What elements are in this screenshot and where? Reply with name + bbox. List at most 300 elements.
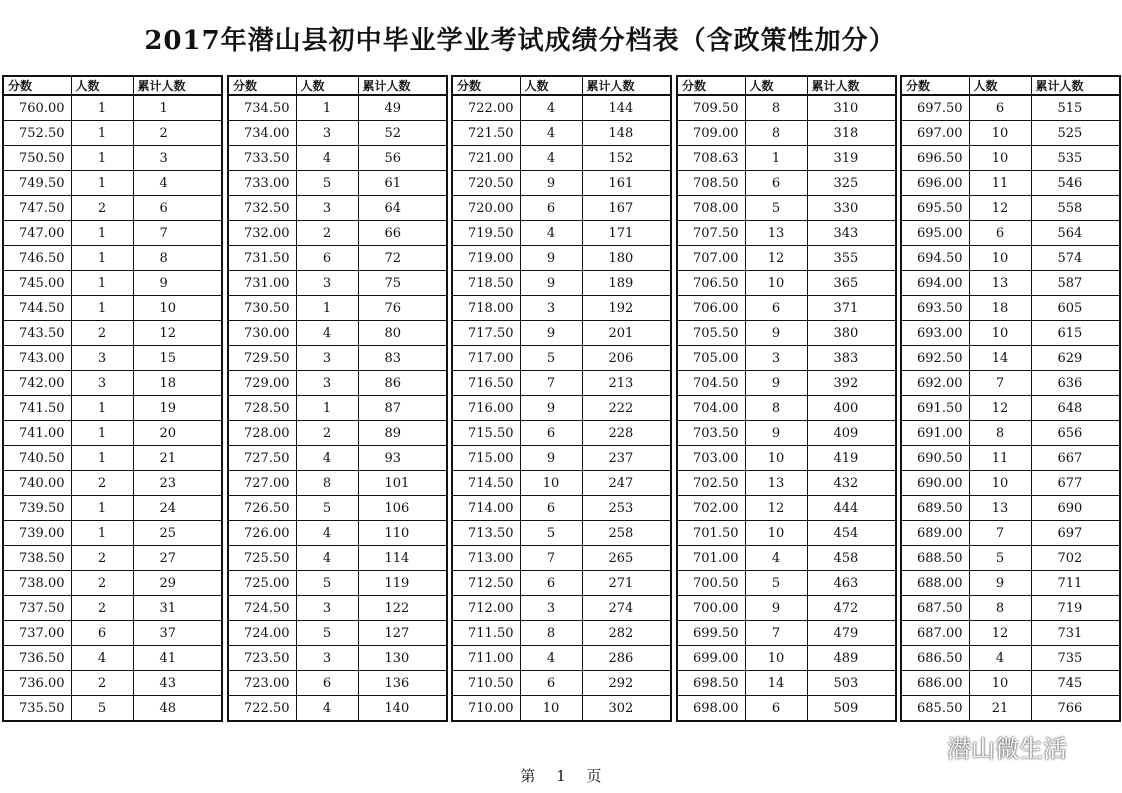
- score-cell: 737.50: [3, 596, 71, 621]
- count-cell: 8: [745, 396, 807, 421]
- score-cell: 740.50: [3, 446, 71, 471]
- score-cell: 701.00: [677, 546, 745, 571]
- count-cell: 6: [520, 496, 582, 521]
- table-row: [452, 496, 671, 521]
- table-row: [452, 146, 671, 171]
- table-row: [228, 696, 447, 722]
- table-row: [228, 621, 447, 646]
- table-row: [677, 421, 896, 446]
- score-cell: 694.50: [901, 246, 969, 271]
- cumulative-cell: 127: [358, 621, 447, 646]
- table-row: [452, 621, 671, 646]
- table-row: [228, 346, 447, 371]
- cumulative-cell: 271: [582, 571, 671, 596]
- table-row: [901, 171, 1120, 196]
- table-row: [452, 421, 671, 446]
- count-cell: 5: [296, 171, 358, 196]
- score-cell: 747.00: [3, 221, 71, 246]
- table-row: [3, 646, 222, 671]
- score-cell: 760.00: [3, 95, 71, 121]
- cumulative-cell: 1: [133, 95, 222, 121]
- score-cell: 708.00: [677, 196, 745, 221]
- score-cell: 698.00: [677, 696, 745, 722]
- table-row: [901, 571, 1120, 596]
- count-cell: 1: [71, 171, 133, 196]
- cumulative-cell: 21: [133, 446, 222, 471]
- score-cell: 693.50: [901, 296, 969, 321]
- table-row: [901, 296, 1120, 321]
- count-cell: 8: [296, 471, 358, 496]
- count-cell: 9: [520, 446, 582, 471]
- score-cell: 725.00: [228, 571, 296, 596]
- cumulative-cell: 302: [582, 696, 671, 722]
- cumulative-cell: 49: [358, 95, 447, 121]
- table-row: [3, 246, 222, 271]
- table-row: [677, 346, 896, 371]
- table-row: [452, 396, 671, 421]
- score-cell: 729.00: [228, 371, 296, 396]
- cumulative-cell: 503: [807, 671, 896, 696]
- table-row: [901, 471, 1120, 496]
- cumulative-cell: 130: [358, 646, 447, 671]
- score-cell: 723.50: [228, 646, 296, 671]
- table-header-row: [3, 76, 222, 95]
- score-cell: 743.00: [3, 346, 71, 371]
- table-row: [452, 171, 671, 196]
- table-row: [901, 421, 1120, 446]
- count-cell: 6: [296, 671, 358, 696]
- count-cell: 13: [745, 471, 807, 496]
- count-cell: 13: [745, 221, 807, 246]
- score-cell: 716.50: [452, 371, 520, 396]
- score-cell: 714.50: [452, 471, 520, 496]
- score-cell: 706.00: [677, 296, 745, 321]
- count-cell: 1: [71, 246, 133, 271]
- table-row: [452, 346, 671, 371]
- count-cell: 3: [71, 346, 133, 371]
- count-cell: 9: [520, 271, 582, 296]
- table-row: [228, 571, 447, 596]
- cumulative-cell: 122: [358, 596, 447, 621]
- table-row: [228, 221, 447, 246]
- score-cell: 692.00: [901, 371, 969, 396]
- cumulative-cell: 148: [582, 121, 671, 146]
- cumulative-cell: 106: [358, 496, 447, 521]
- cumulative-cell: 525: [1031, 121, 1120, 146]
- table-header-row: [677, 76, 896, 95]
- cumulative-cell: 18: [133, 371, 222, 396]
- table-row: [677, 671, 896, 696]
- table-row: [452, 121, 671, 146]
- score-table-5: [900, 75, 1121, 722]
- table-row: [677, 571, 896, 596]
- score-cell: 738.00: [3, 571, 71, 596]
- cumulative-cell: 31: [133, 596, 222, 621]
- score-cell: 721.00: [452, 146, 520, 171]
- cumulative-cell: 161: [582, 171, 671, 196]
- cumulative-cell: 419: [807, 446, 896, 471]
- count-cell: 1: [71, 121, 133, 146]
- cumulative-cell: 76: [358, 296, 447, 321]
- table-row: [677, 696, 896, 722]
- table-row: [3, 496, 222, 521]
- score-cell: 708.63: [677, 146, 745, 171]
- table-row: [3, 671, 222, 696]
- score-cell: 705.00: [677, 346, 745, 371]
- cumulative-cell: 201: [582, 321, 671, 346]
- table-row: [901, 446, 1120, 471]
- count-cell: 13: [969, 271, 1031, 296]
- table-row: [901, 596, 1120, 621]
- table-row: [3, 121, 222, 146]
- cumulative-cell: 282: [582, 621, 671, 646]
- table-row: [3, 696, 222, 722]
- cumulative-cell: 43: [133, 671, 222, 696]
- score-cell: 723.00: [228, 671, 296, 696]
- count-cell: 9: [520, 171, 582, 196]
- table-row: [677, 546, 896, 571]
- cumulative-cell: 8: [133, 246, 222, 271]
- score-cell: 706.50: [677, 271, 745, 296]
- count-cell: 3: [296, 121, 358, 146]
- table-row: [452, 471, 671, 496]
- cumulative-cell: 392: [807, 371, 896, 396]
- score-cell: 737.00: [3, 621, 71, 646]
- count-cell: 5: [520, 521, 582, 546]
- count-cell: 7: [745, 621, 807, 646]
- count-cell: 4: [296, 546, 358, 571]
- count-cell: 7: [969, 371, 1031, 396]
- cumulative-cell: 29: [133, 571, 222, 596]
- table-row: [3, 571, 222, 596]
- table-row: [901, 271, 1120, 296]
- cumulative-cell: 380: [807, 321, 896, 346]
- score-cell: 719.00: [452, 246, 520, 271]
- table-row: [677, 146, 896, 171]
- count-cell: 8: [745, 121, 807, 146]
- score-cell: 715.50: [452, 421, 520, 446]
- cumulative-cell: 87: [358, 396, 447, 421]
- score-cell: 731.00: [228, 271, 296, 296]
- cumulative-cell: 171: [582, 221, 671, 246]
- count-cell: 12: [969, 621, 1031, 646]
- cumulative-cell: 330: [807, 196, 896, 221]
- count-cell: 4: [296, 146, 358, 171]
- table-row: [452, 221, 671, 246]
- score-cell: 696.50: [901, 146, 969, 171]
- table-row: [3, 221, 222, 246]
- table-row: [3, 371, 222, 396]
- table-row: [901, 246, 1120, 271]
- header-cumulative: 累计人数: [358, 76, 447, 95]
- cumulative-cell: 274: [582, 596, 671, 621]
- table-row: [3, 521, 222, 546]
- table-row: [228, 546, 447, 571]
- score-cell: 695.00: [901, 221, 969, 246]
- table-row: [3, 196, 222, 221]
- cumulative-cell: 546: [1031, 171, 1120, 196]
- count-cell: 8: [745, 95, 807, 121]
- footer-prefix: 第: [520, 767, 536, 785]
- score-cell: 704.50: [677, 371, 745, 396]
- score-cell: 711.50: [452, 621, 520, 646]
- count-cell: 2: [71, 671, 133, 696]
- score-cell: 734.50: [228, 95, 296, 121]
- cumulative-cell: 192: [582, 296, 671, 321]
- score-cell: 690.50: [901, 446, 969, 471]
- table-row: [228, 471, 447, 496]
- cumulative-cell: 27: [133, 546, 222, 571]
- count-cell: 13: [969, 496, 1031, 521]
- score-cell: 702.00: [677, 496, 745, 521]
- score-cell: 740.00: [3, 471, 71, 496]
- cumulative-cell: 535: [1031, 146, 1120, 171]
- count-cell: 8: [969, 421, 1031, 446]
- table-row: [677, 621, 896, 646]
- cumulative-cell: 4: [133, 171, 222, 196]
- score-cell: 686.50: [901, 646, 969, 671]
- score-cell: 721.50: [452, 121, 520, 146]
- table-row: [677, 396, 896, 421]
- table-row: [228, 321, 447, 346]
- score-cell: 689.00: [901, 521, 969, 546]
- score-cell: 710.00: [452, 696, 520, 722]
- score-cell: 688.00: [901, 571, 969, 596]
- count-cell: 1: [71, 421, 133, 446]
- count-cell: 1: [745, 146, 807, 171]
- count-cell: 6: [745, 296, 807, 321]
- count-cell: 10: [969, 321, 1031, 346]
- header-count: 人数: [745, 76, 807, 95]
- score-cell: 746.50: [3, 246, 71, 271]
- cumulative-cell: 189: [582, 271, 671, 296]
- count-cell: 6: [969, 95, 1031, 121]
- cumulative-cell: 648: [1031, 396, 1120, 421]
- score-cell: 692.50: [901, 346, 969, 371]
- score-cell: 749.50: [3, 171, 71, 196]
- header-score: 分数: [901, 76, 969, 95]
- cumulative-cell: 479: [807, 621, 896, 646]
- score-cell: 739.00: [3, 521, 71, 546]
- cumulative-cell: 432: [807, 471, 896, 496]
- table-row: [677, 321, 896, 346]
- header-cumulative: 累计人数: [1031, 76, 1120, 95]
- count-cell: 5: [520, 346, 582, 371]
- score-cell: 741.00: [3, 421, 71, 446]
- cumulative-cell: 558: [1031, 196, 1120, 221]
- count-cell: 12: [969, 196, 1031, 221]
- table-row: [677, 521, 896, 546]
- cumulative-cell: 409: [807, 421, 896, 446]
- table-row: [3, 271, 222, 296]
- cumulative-cell: 228: [582, 421, 671, 446]
- table-row: [677, 296, 896, 321]
- count-cell: 10: [745, 521, 807, 546]
- table-row: [901, 95, 1120, 121]
- cumulative-cell: 247: [582, 471, 671, 496]
- score-cell: 731.50: [228, 246, 296, 271]
- score-cell: 727.50: [228, 446, 296, 471]
- cumulative-cell: 64: [358, 196, 447, 221]
- score-table-1: [2, 75, 223, 722]
- table-row: [3, 446, 222, 471]
- table-row: [452, 271, 671, 296]
- cumulative-cell: 735: [1031, 646, 1120, 671]
- table-row: [677, 271, 896, 296]
- count-cell: 1: [71, 146, 133, 171]
- count-cell: 3: [520, 296, 582, 321]
- cumulative-cell: 656: [1031, 421, 1120, 446]
- cumulative-cell: 136: [358, 671, 447, 696]
- table-row: [452, 646, 671, 671]
- table-row: [677, 121, 896, 146]
- cumulative-cell: 56: [358, 146, 447, 171]
- table-row: [228, 396, 447, 421]
- count-cell: 5: [296, 621, 358, 646]
- count-cell: 9: [745, 371, 807, 396]
- count-cell: 10: [969, 121, 1031, 146]
- count-cell: 14: [969, 346, 1031, 371]
- score-cell: 703.50: [677, 421, 745, 446]
- table-row: [901, 196, 1120, 221]
- count-cell: 4: [969, 646, 1031, 671]
- score-table-2: [227, 75, 448, 722]
- count-cell: 12: [745, 246, 807, 271]
- cumulative-cell: 745: [1031, 671, 1120, 696]
- count-cell: 6: [969, 221, 1031, 246]
- score-cell: 699.00: [677, 646, 745, 671]
- cumulative-cell: 444: [807, 496, 896, 521]
- count-cell: 3: [296, 346, 358, 371]
- count-cell: 9: [969, 571, 1031, 596]
- score-cell: 705.50: [677, 321, 745, 346]
- table-row: [3, 396, 222, 421]
- score-cell: 724.00: [228, 621, 296, 646]
- table-row: [228, 95, 447, 121]
- count-cell: 7: [969, 521, 1031, 546]
- cumulative-cell: 180: [582, 246, 671, 271]
- count-cell: 10: [745, 646, 807, 671]
- cumulative-cell: 75: [358, 271, 447, 296]
- count-cell: 1: [71, 521, 133, 546]
- table-row: [901, 121, 1120, 146]
- count-cell: 5: [745, 571, 807, 596]
- count-cell: 3: [71, 371, 133, 396]
- count-cell: 3: [520, 596, 582, 621]
- count-cell: 5: [296, 496, 358, 521]
- cumulative-cell: 400: [807, 396, 896, 421]
- table-row: [3, 321, 222, 346]
- count-cell: 2: [71, 571, 133, 596]
- table-row: [228, 121, 447, 146]
- score-cell: 745.00: [3, 271, 71, 296]
- count-cell: 6: [520, 196, 582, 221]
- cumulative-cell: 454: [807, 521, 896, 546]
- table-row: [228, 246, 447, 271]
- count-cell: 3: [745, 346, 807, 371]
- table-row: [677, 471, 896, 496]
- page-number: 1: [556, 767, 566, 785]
- count-cell: 6: [520, 421, 582, 446]
- table-row: [677, 496, 896, 521]
- cumulative-cell: 667: [1031, 446, 1120, 471]
- score-cell: 686.00: [901, 671, 969, 696]
- score-cell: 714.00: [452, 496, 520, 521]
- score-cell: 739.50: [3, 496, 71, 521]
- cumulative-cell: 19: [133, 396, 222, 421]
- cumulative-cell: 371: [807, 296, 896, 321]
- table-row: [228, 271, 447, 296]
- table-row: [228, 171, 447, 196]
- table-row: [452, 446, 671, 471]
- count-cell: 4: [296, 446, 358, 471]
- cumulative-cell: 310: [807, 95, 896, 121]
- cumulative-cell: 52: [358, 121, 447, 146]
- count-cell: 4: [296, 521, 358, 546]
- count-cell: 11: [969, 446, 1031, 471]
- score-cell: 717.50: [452, 321, 520, 346]
- wechat-icon: [905, 731, 939, 761]
- cumulative-cell: 152: [582, 146, 671, 171]
- table-row: [677, 171, 896, 196]
- table-row: [3, 296, 222, 321]
- cumulative-cell: 119: [358, 571, 447, 596]
- cumulative-cell: 472: [807, 596, 896, 621]
- count-cell: 4: [520, 221, 582, 246]
- cumulative-cell: 61: [358, 171, 447, 196]
- count-cell: 18: [969, 296, 1031, 321]
- score-cell: 698.50: [677, 671, 745, 696]
- header-score: 分数: [3, 76, 71, 95]
- score-cell: 712.00: [452, 596, 520, 621]
- score-cell: 729.50: [228, 346, 296, 371]
- cumulative-cell: 355: [807, 246, 896, 271]
- count-cell: 9: [520, 396, 582, 421]
- table-row: [677, 196, 896, 221]
- score-cell: 730.00: [228, 321, 296, 346]
- score-cell: 711.00: [452, 646, 520, 671]
- score-cell: 733.00: [228, 171, 296, 196]
- cumulative-cell: 629: [1031, 346, 1120, 371]
- score-cell: 707.00: [677, 246, 745, 271]
- cumulative-cell: 605: [1031, 296, 1120, 321]
- table-row: [3, 421, 222, 446]
- count-cell: 3: [296, 596, 358, 621]
- count-cell: 3: [296, 371, 358, 396]
- table-row: [452, 196, 671, 221]
- count-cell: 4: [520, 95, 582, 121]
- cumulative-cell: 237: [582, 446, 671, 471]
- score-cell: 717.00: [452, 346, 520, 371]
- score-cell: 703.00: [677, 446, 745, 471]
- cumulative-cell: 86: [358, 371, 447, 396]
- table-row: [452, 521, 671, 546]
- cumulative-cell: 167: [582, 196, 671, 221]
- count-cell: 6: [520, 571, 582, 596]
- table-row: [677, 95, 896, 121]
- table-row: [452, 95, 671, 121]
- table-row: [901, 396, 1120, 421]
- header-count: 人数: [969, 76, 1031, 95]
- cumulative-cell: 206: [582, 346, 671, 371]
- score-cell: 736.50: [3, 646, 71, 671]
- header-score: 分数: [677, 76, 745, 95]
- table-row: [228, 596, 447, 621]
- score-cell: 688.50: [901, 546, 969, 571]
- score-cell: 715.00: [452, 446, 520, 471]
- table-row: [228, 521, 447, 546]
- cumulative-cell: 265: [582, 546, 671, 571]
